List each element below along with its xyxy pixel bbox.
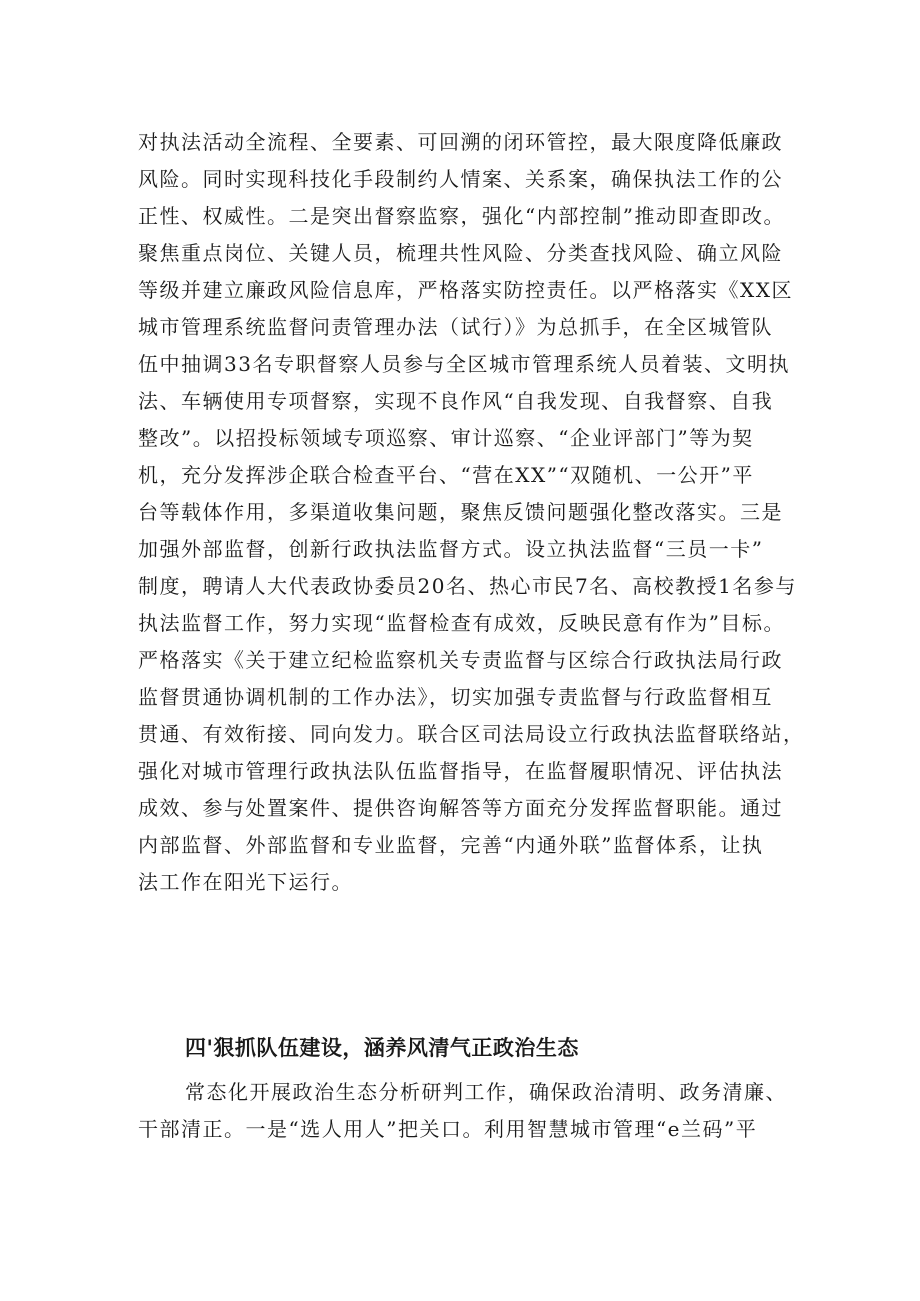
text-line: 法、车辆使用专项督察，实现不良作风“自我发现、自我督察、自我 xyxy=(138,389,774,413)
text-line: 贯通、有效衔接、同向发力。联合区司法局设立行政执法监督联络站， xyxy=(138,722,805,746)
text-line: 正性、权威性。二是突出督察监察，强化“内部控制”推动即查即改。 xyxy=(138,204,785,228)
text-line: 成效、参与处置案件、提供咨询解答等方面充分发挥监督职能。通过 xyxy=(138,796,783,820)
text-line: 法工作在阳光下运行。 xyxy=(138,870,353,894)
text-line: 制度，聘请人大代表政协委员20名、热心市民7名、高校教授1名参与 xyxy=(138,574,797,598)
text-line: 整改”。以招投标领域专项巡察、审计巡察、“企业评部门”等为契 xyxy=(138,426,754,450)
text-line: 等级并建立廉政风险信息库，严格落实防控责任。以严格落实《XX区 xyxy=(138,278,793,302)
section-heading: 四'狠抓队伍建设，涵养风清气正政治生态 xyxy=(185,1036,579,1060)
text-line: 对执法活动全流程、全要素、可回溯的闭环管控，最大限度降低廉政 xyxy=(138,130,783,154)
body-paragraph xyxy=(138,1074,798,1148)
text-line: 内部监督、外部监督和专业监督，完善“内通外联”监督体系，让执 xyxy=(138,833,764,857)
body-paragraph xyxy=(138,124,805,901)
text-line: 台等载体作用，多渠道收集问题，聚焦反馈问题强化整改落实。三是 xyxy=(138,500,783,524)
text-line: 监督贯通协调机制的工作办法》，切实加强专责监督与行政监督相互 xyxy=(138,685,773,709)
text-line: 执法监督工作，努力实现“监督检查有成效，反映民意有作为”目标。 xyxy=(138,611,785,635)
text-line: 风险。同时实现科技化手段制约人情案、关系案，确保执法工作的公 xyxy=(138,167,783,191)
text-line: 干部清正。一是“选人用人”把关口。利用智慧城市管理“e兰码”平 xyxy=(138,1117,758,1141)
text-line: 机，充分发挥涉企联合检查平台、“营在XX”“双随机、一公开”平 xyxy=(138,463,754,487)
text-line: 伍中抽调33名专职督察人员参与全区城市管理系统人员着装、文明执 xyxy=(138,352,790,376)
text-line: 强化对城市管理行政执法队伍监督指导，在监督履职情况、评估执法 xyxy=(138,759,783,783)
text-line: 常态化开展政治生态分析研判工作，确保政治清明、政务清廉、 xyxy=(185,1080,787,1104)
text-line: 城市管理系统监督问责管理办法（试行）》为总抓手，在全区城管队 xyxy=(138,315,773,339)
text-line: 加强外部监督，创新行政执法监督方式。设立执法监督“三员一卡” xyxy=(138,537,764,561)
text-line: 聚焦重点岗位、关键人员，梳理共性风险、分类查找风险、确立风险 xyxy=(138,241,783,265)
text-line: 严格落实《关于建立纪检监察机关专责监督与区综合行政执法局行政 xyxy=(138,648,783,672)
